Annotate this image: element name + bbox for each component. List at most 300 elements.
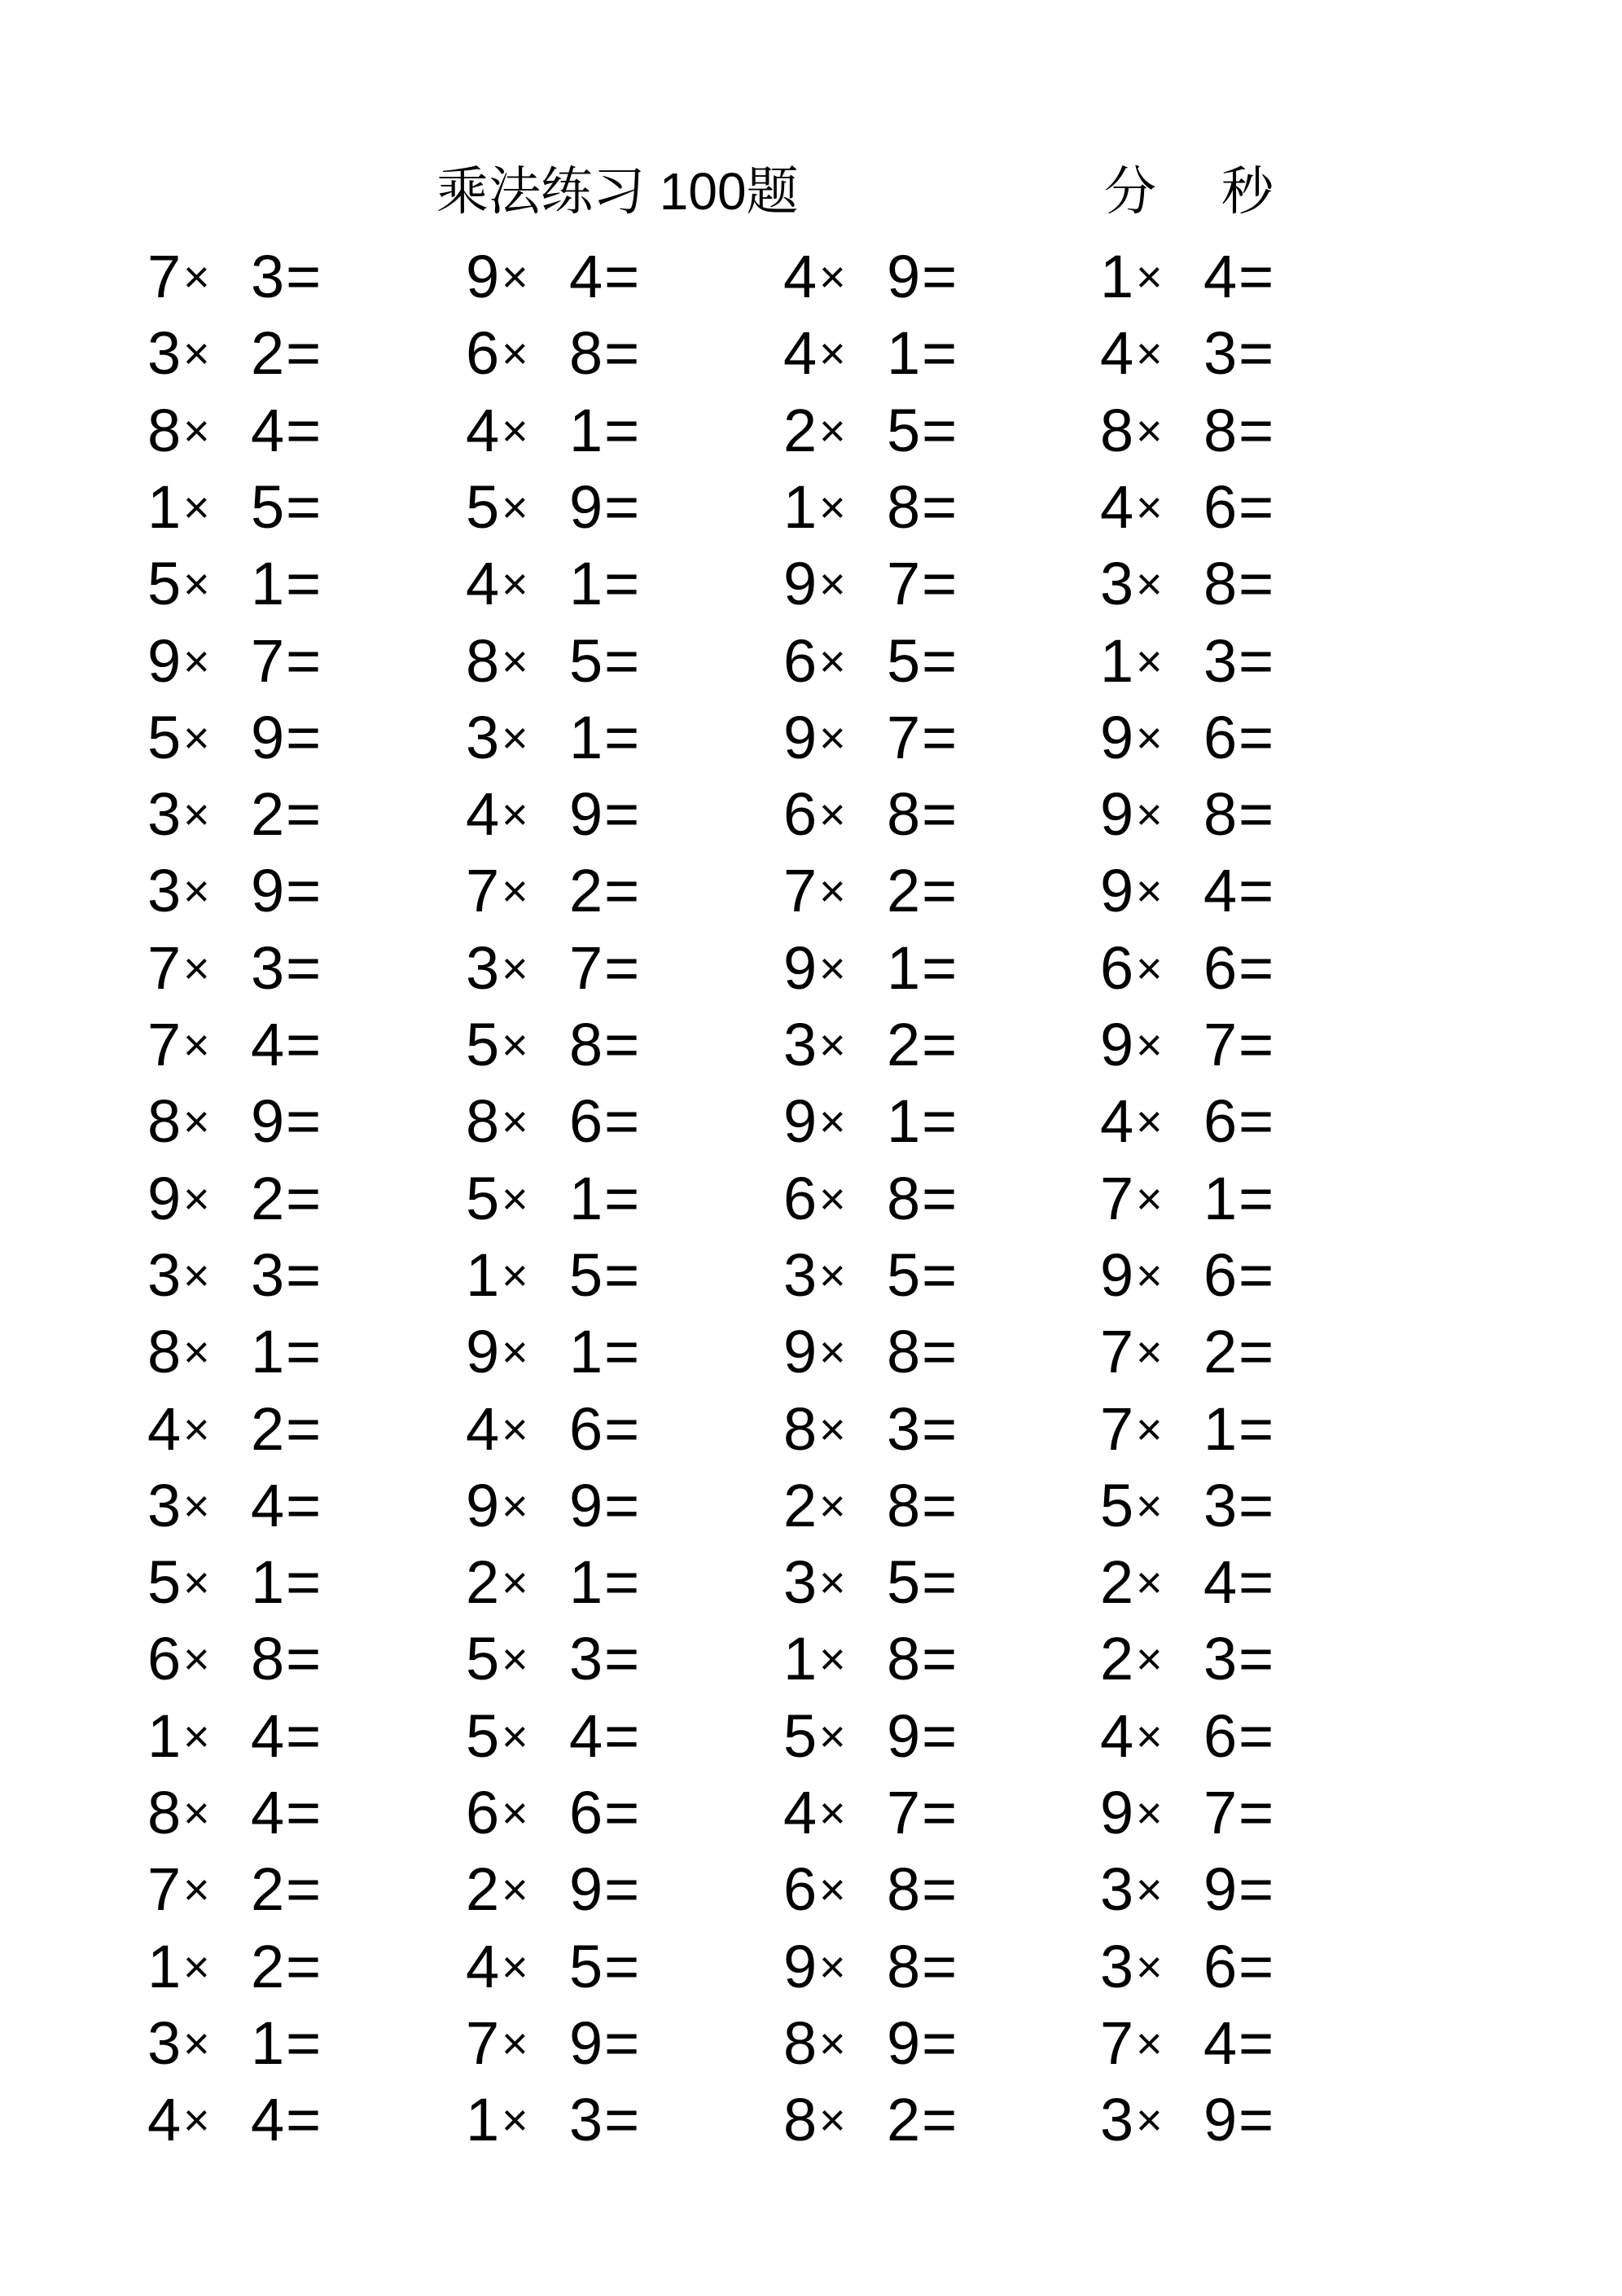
first-factor: 3: [466, 703, 500, 771]
first-factor: 7: [466, 2008, 500, 2077]
multiplication-problem: [147, 1237, 408, 1314]
second-factor: 8: [1203, 780, 1238, 849]
times-sign: ×: [819, 1249, 846, 1301]
equals-sign: =: [286, 1087, 322, 1156]
multiplication-problem: [1100, 315, 1361, 392]
multiplication-problem: [147, 546, 408, 622]
multiplication-problem: [466, 700, 726, 776]
equals-sign: =: [922, 1471, 958, 1539]
first-factor: 6: [147, 1625, 182, 1693]
equals-sign: =: [286, 550, 322, 618]
multiplication-problem: [783, 1775, 1044, 1851]
first-factor: 8: [783, 2086, 818, 2154]
first-factor: 1: [466, 1240, 500, 1309]
equals-sign: =: [922, 1779, 958, 1846]
second-factor: 9: [251, 703, 285, 771]
second-factor: 1: [569, 1548, 603, 1617]
multiplication-problem: [466, 546, 726, 622]
equals-sign: =: [604, 550, 640, 618]
times-sign: ×: [1136, 1249, 1163, 1301]
first-factor: 5: [466, 1625, 500, 1693]
second-factor: 9: [569, 1471, 603, 1539]
second-factor: 1: [251, 1318, 285, 1386]
equals-sign: =: [1238, 1548, 1274, 1617]
times-sign: ×: [1136, 1403, 1163, 1455]
equals-sign: =: [604, 1701, 640, 1770]
multiplication-problem: [1100, 393, 1361, 469]
multiplication-problem: [466, 1237, 726, 1314]
times-sign: ×: [183, 634, 210, 687]
second-factor: 8: [887, 1164, 921, 1232]
first-factor: 3: [1100, 1855, 1134, 1924]
first-factor: 7: [1100, 1394, 1134, 1463]
times-sign: ×: [183, 1633, 210, 1685]
equals-sign: =: [604, 780, 640, 849]
multiplication-problem: [783, 1237, 1044, 1314]
second-factor: 1: [569, 1318, 603, 1386]
first-factor: 4: [466, 1932, 500, 2000]
multiplication-problem: [147, 469, 408, 546]
times-sign: ×: [819, 942, 846, 994]
times-sign: ×: [183, 1479, 210, 1531]
times-sign: ×: [183, 1864, 210, 1916]
first-factor: 4: [147, 1394, 182, 1463]
equals-sign: =: [286, 2086, 322, 2154]
first-factor: 8: [147, 1779, 182, 1846]
first-factor: 3: [783, 1548, 818, 1617]
times-sign: ×: [819, 1403, 846, 1455]
equals-sign: =: [286, 1625, 322, 1693]
equals-sign: =: [604, 2086, 640, 2154]
second-factor: 3: [887, 1394, 921, 1463]
multiplication-problem: [466, 315, 726, 392]
first-factor: 8: [147, 1087, 182, 1156]
multiplication-problem: [466, 853, 726, 929]
times-sign: ×: [1136, 558, 1163, 610]
second-factor: 2: [251, 319, 285, 388]
first-factor: 7: [1100, 1164, 1134, 1232]
multiplication-problem: [1100, 1544, 1361, 1621]
first-factor: 6: [466, 1779, 500, 1846]
times-sign: ×: [819, 481, 846, 533]
equals-sign: =: [1238, 396, 1274, 464]
second-factor: 8: [887, 1855, 921, 1924]
multiplication-problem: [466, 469, 726, 546]
times-sign: ×: [1136, 865, 1163, 917]
multiplication-problem: [147, 1007, 408, 1083]
first-factor: 4: [466, 396, 500, 464]
first-factor: 8: [147, 1318, 182, 1386]
multiplication-problem: [1100, 1851, 1361, 1928]
first-factor: 2: [1100, 1625, 1134, 1693]
times-sign: ×: [502, 404, 528, 456]
times-sign: ×: [183, 251, 210, 302]
second-factor: 7: [887, 703, 921, 771]
times-sign: ×: [502, 2094, 528, 2146]
times-sign: ×: [183, 558, 210, 610]
first-factor: 1: [1100, 626, 1134, 695]
second-factor: 2: [251, 780, 285, 849]
multiplication-problem: [1100, 1468, 1361, 1544]
equals-sign: =: [922, 1701, 958, 1770]
first-factor: 5: [783, 1701, 818, 1770]
multiplication-problem: [783, 930, 1044, 1007]
multiplication-problem: [1100, 1161, 1361, 1237]
second-factor: 6: [569, 1394, 603, 1463]
second-factor: 8: [887, 1471, 921, 1539]
first-factor: 9: [1100, 703, 1134, 771]
times-sign: ×: [819, 558, 846, 610]
multiplication-problem: [466, 1621, 726, 1697]
times-sign: ×: [1136, 788, 1163, 841]
times-sign: ×: [183, 1940, 210, 1992]
equals-sign: =: [604, 1394, 640, 1463]
multiplication-problem: [783, 1621, 1044, 1697]
multiplication-problem: [1100, 546, 1361, 622]
first-factor: 1: [147, 1932, 182, 2000]
times-sign: ×: [819, 1019, 846, 1070]
first-factor: 6: [783, 1164, 818, 1232]
second-factor: 8: [1203, 396, 1238, 464]
times-sign: ×: [502, 1556, 528, 1609]
multiplication-problem: [1100, 853, 1361, 929]
multiplication-problem: [1100, 2082, 1361, 2158]
equals-sign: =: [922, 703, 958, 771]
first-factor: 9: [147, 626, 182, 695]
equals-sign: =: [922, 2008, 958, 2077]
second-factor: 4: [251, 1779, 285, 1846]
first-factor: 3: [1100, 2086, 1134, 2154]
times-sign: ×: [819, 327, 846, 380]
equals-sign: =: [286, 1164, 322, 1232]
multiplication-problem: [1100, 1083, 1361, 1160]
equals-sign: =: [1238, 2086, 1274, 2154]
equals-sign: =: [922, 1625, 958, 1693]
times-sign: ×: [819, 1940, 846, 1992]
first-factor: 9: [783, 1318, 818, 1386]
first-factor: 5: [147, 550, 182, 618]
equals-sign: =: [922, 1394, 958, 1463]
times-sign: ×: [819, 1787, 846, 1838]
equals-sign: =: [1238, 1394, 1274, 1463]
multiplication-problem: [783, 1007, 1044, 1083]
equals-sign: =: [286, 243, 322, 310]
second-factor: 1: [1203, 1394, 1238, 1463]
equals-sign: =: [604, 703, 640, 771]
second-factor: 7: [1203, 1011, 1238, 1078]
equals-sign: =: [286, 1471, 322, 1539]
second-factor: 8: [887, 780, 921, 849]
times-sign: ×: [183, 1249, 210, 1301]
second-factor: 9: [1203, 1855, 1238, 1924]
times-sign: ×: [1136, 634, 1163, 687]
equals-sign: =: [286, 1394, 322, 1463]
second-factor: 2: [1203, 1318, 1238, 1386]
times-sign: ×: [1136, 1172, 1163, 1224]
multiplication-problem: [783, 853, 1044, 929]
second-factor: 5: [887, 1240, 921, 1309]
first-factor: 2: [783, 1471, 818, 1539]
second-factor: 3: [251, 933, 285, 1002]
times-sign: ×: [819, 1326, 846, 1378]
times-sign: ×: [1136, 1479, 1163, 1531]
multiplication-problem: [147, 1391, 408, 1468]
multiplication-problem: [1100, 1391, 1361, 1468]
second-factor: 7: [1203, 1779, 1238, 1846]
multiplication-problem: [1100, 2005, 1361, 2082]
equals-sign: =: [604, 1932, 640, 2000]
equals-sign: =: [922, 857, 958, 925]
second-factor: 6: [1203, 1701, 1238, 1770]
equals-sign: =: [1238, 1087, 1274, 1156]
second-factor: 1: [251, 550, 285, 618]
times-sign: ×: [1136, 1095, 1163, 1148]
times-sign: ×: [1136, 1556, 1163, 1609]
first-factor: 4: [466, 780, 500, 849]
times-sign: ×: [502, 1479, 528, 1531]
multiplication-problem: [1100, 930, 1361, 1007]
times-sign: ×: [502, 634, 528, 687]
equals-sign: =: [922, 1548, 958, 1617]
first-factor: 3: [147, 319, 182, 388]
equals-sign: =: [1238, 780, 1274, 849]
times-sign: ×: [1136, 2094, 1163, 2146]
second-factor: 9: [569, 780, 603, 849]
first-factor: 9: [1100, 1011, 1134, 1078]
equals-sign: =: [922, 1932, 958, 2000]
first-factor: 3: [147, 2008, 182, 2077]
times-sign: ×: [1136, 1940, 1163, 1992]
multiplication-problem: [783, 1544, 1044, 1621]
equals-sign: =: [1238, 319, 1274, 388]
multiplication-problem: [1100, 1237, 1361, 1314]
first-factor: 3: [147, 857, 182, 925]
second-factor: 3: [251, 243, 285, 310]
second-factor: 2: [887, 857, 921, 925]
times-sign: ×: [502, 1710, 528, 1762]
first-factor: 4: [783, 1779, 818, 1846]
multiplication-problem: [147, 1698, 408, 1775]
multiplication-problem: [466, 1544, 726, 1621]
first-factor: 8: [1100, 396, 1134, 464]
second-factor: 4: [1203, 243, 1238, 310]
multiplication-problem: [466, 239, 726, 315]
times-sign: ×: [183, 1095, 210, 1148]
times-sign: ×: [502, 1403, 528, 1455]
second-factor: 3: [1203, 626, 1238, 695]
multiplication-problem: [783, 776, 1044, 853]
times-sign: ×: [502, 327, 528, 380]
times-sign: ×: [819, 1479, 846, 1531]
first-factor: 2: [466, 1855, 500, 1924]
times-sign: ×: [1136, 1787, 1163, 1838]
equals-sign: =: [1238, 1625, 1274, 1693]
multiplication-problem: [466, 623, 726, 700]
times-sign: ×: [183, 1172, 210, 1224]
first-factor: 9: [1100, 780, 1134, 849]
second-factor: 3: [251, 1240, 285, 1309]
equals-sign: =: [604, 626, 640, 695]
equals-sign: =: [604, 1471, 640, 1539]
multiplication-problem: [466, 930, 726, 1007]
second-factor: 1: [569, 1164, 603, 1232]
times-sign: ×: [183, 481, 210, 533]
second-factor: 3: [569, 2086, 603, 2154]
second-factor: 9: [887, 2008, 921, 2077]
equals-sign: =: [922, 1855, 958, 1924]
first-factor: 7: [147, 1855, 182, 1924]
second-factor: 1: [887, 1087, 921, 1156]
times-sign: ×: [1136, 1864, 1163, 1916]
times-sign: ×: [502, 1095, 528, 1148]
times-sign: ×: [183, 788, 210, 841]
equals-sign: =: [1238, 703, 1274, 771]
multiplication-problem: [783, 1929, 1044, 2005]
equals-sign: =: [922, 780, 958, 849]
times-sign: ×: [183, 865, 210, 917]
times-sign: ×: [502, 942, 528, 994]
second-factor: 6: [1203, 472, 1238, 541]
equals-sign: =: [286, 1548, 322, 1617]
multiplication-problem: [783, 2082, 1044, 2158]
second-factor: 1: [569, 703, 603, 771]
times-sign: ×: [183, 404, 210, 456]
equals-sign: =: [604, 1548, 640, 1617]
multiplication-problem: [466, 1698, 726, 1775]
times-sign: ×: [183, 711, 210, 763]
times-sign: ×: [502, 2017, 528, 2069]
first-factor: 4: [466, 550, 500, 618]
first-factor: 7: [1100, 2008, 1134, 2077]
multiplication-problem: [1100, 1621, 1361, 1697]
times-sign: ×: [1136, 327, 1163, 380]
second-factor: 4: [569, 1701, 603, 1770]
first-factor: 4: [1100, 1701, 1134, 1770]
second-factor: 9: [569, 472, 603, 541]
second-factor: 7: [569, 933, 603, 1002]
equals-sign: =: [286, 703, 322, 771]
equals-sign: =: [922, 1318, 958, 1386]
first-factor: 7: [783, 857, 818, 925]
first-factor: 9: [783, 933, 818, 1002]
multiplication-problem: [147, 776, 408, 853]
equals-sign: =: [922, 626, 958, 695]
multiplication-problem: [147, 1621, 408, 1697]
second-factor: 5: [251, 472, 285, 541]
times-sign: ×: [502, 1326, 528, 1378]
second-factor: 7: [887, 1779, 921, 1846]
multiplication-problem: [783, 315, 1044, 392]
second-factor: 9: [251, 1087, 285, 1156]
equals-sign: =: [604, 1240, 640, 1309]
first-factor: 9: [1100, 1240, 1134, 1309]
first-factor: 3: [783, 1240, 818, 1309]
second-factor: 9: [251, 857, 285, 925]
equals-sign: =: [922, 243, 958, 310]
multiplication-problem: [147, 930, 408, 1007]
second-factor: 8: [251, 1625, 285, 1693]
first-factor: 7: [147, 933, 182, 1002]
first-factor: 5: [466, 1164, 500, 1232]
equals-sign: =: [1238, 1471, 1274, 1539]
first-factor: 7: [147, 243, 182, 310]
multiplication-problem: [466, 776, 726, 853]
equals-sign: =: [922, 319, 958, 388]
equals-sign: =: [1238, 472, 1274, 541]
first-factor: 6: [783, 1855, 818, 1924]
second-factor: 3: [1203, 1471, 1238, 1539]
equals-sign: =: [286, 472, 322, 541]
times-sign: ×: [1136, 1633, 1163, 1685]
times-sign: ×: [502, 1019, 528, 1070]
multiplication-problem: [1100, 469, 1361, 546]
first-factor: 4: [1100, 472, 1134, 541]
equals-sign: =: [922, 550, 958, 618]
times-sign: ×: [819, 1556, 846, 1609]
second-factor: 6: [1203, 1240, 1238, 1309]
first-factor: 7: [147, 1011, 182, 1078]
second-factor: 5: [569, 1932, 603, 2000]
first-factor: 7: [466, 857, 500, 925]
second-factor: 1: [887, 933, 921, 1002]
first-factor: 4: [1100, 1087, 1134, 1156]
multiplication-problem: [783, 1698, 1044, 1775]
multiplication-problem: [147, 700, 408, 776]
first-factor: 5: [1100, 1471, 1134, 1539]
times-sign: ×: [502, 481, 528, 533]
equals-sign: =: [922, 2086, 958, 2154]
second-factor: 8: [1203, 550, 1238, 618]
equals-sign: =: [1238, 857, 1274, 925]
multiplication-problem: [466, 1851, 726, 1928]
times-sign: ×: [183, 327, 210, 380]
equals-sign: =: [286, 1779, 322, 1846]
times-sign: ×: [183, 1556, 210, 1609]
equals-sign: =: [286, 1855, 322, 1924]
second-factor: 2: [251, 1855, 285, 1924]
second-factor: 6: [569, 1087, 603, 1156]
second-factor: 4: [251, 1011, 285, 1078]
multiplication-problem: [466, 1391, 726, 1468]
first-factor: 4: [147, 2086, 182, 2154]
times-sign: ×: [502, 865, 528, 917]
equals-sign: =: [1238, 1164, 1274, 1232]
second-factor: 5: [887, 626, 921, 695]
multiplication-problem: [147, 853, 408, 929]
worksheet-title: 乘法练习 100题: [436, 162, 799, 221]
multiplication-problem: [147, 239, 408, 315]
equals-sign: =: [922, 1011, 958, 1078]
multiplication-problem: [783, 1851, 1044, 1928]
equals-sign: =: [604, 472, 640, 541]
times-sign: ×: [1136, 2017, 1163, 2069]
times-sign: ×: [819, 1172, 846, 1224]
first-factor: 1: [466, 2086, 500, 2154]
equals-sign: =: [1238, 243, 1274, 310]
second-factor: 6: [1203, 1087, 1238, 1156]
times-sign: ×: [502, 1172, 528, 1224]
seconds-label: 秒: [1221, 162, 1273, 221]
first-factor: 8: [466, 626, 500, 695]
equals-sign: =: [1238, 626, 1274, 695]
second-factor: 5: [569, 626, 603, 695]
second-factor: 9: [569, 2008, 603, 2077]
equals-sign: =: [286, 780, 322, 849]
times-sign: ×: [502, 1787, 528, 1838]
second-factor: 1: [887, 319, 921, 388]
equals-sign: =: [286, 1932, 322, 2000]
first-factor: 3: [147, 780, 182, 849]
